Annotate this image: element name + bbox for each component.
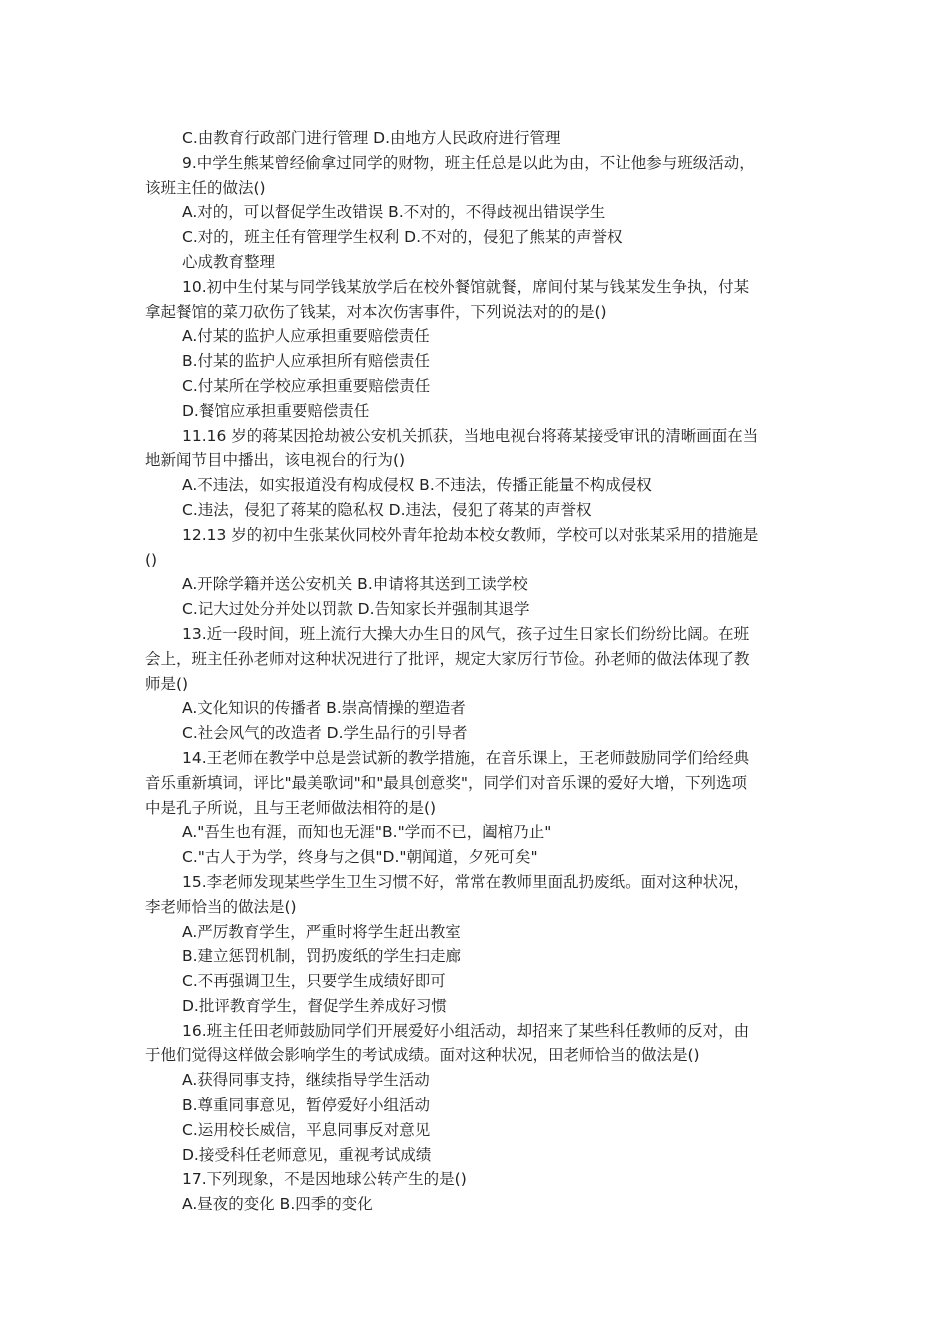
text-line: 14.王老师在教学中总是尝试新的教学措施，在音乐课上，王老师鼓励同学们给经典	[182, 748, 750, 767]
text-line: 15.李老师发现某些学生卫生习惯不好，常常在教师里面乱扔废纸。面对这种状况，	[182, 872, 750, 891]
text-line: A.不违法，如实报道没有构成侵权 B.不违法，传播正能量不构成侵权	[182, 476, 652, 495]
text-line: 中是孔子所说，且与王老师做法相符的是()	[145, 798, 437, 817]
text-line: 9.中学生熊某曾经偷拿过同学的财物，班主任总是以此为由，不让他参与班级活动，	[182, 153, 755, 172]
text-line: B.付某的监护人应承担所有赔偿责任	[182, 352, 431, 371]
text-line: A.严厉教育学生，严重时将学生赶出教室	[182, 922, 461, 941]
text-line: 心成教育整理	[182, 252, 276, 271]
text-line: 李老师恰当的做法是()	[145, 897, 297, 916]
text-line: A.付某的监护人应承担重要赔偿责任	[182, 327, 430, 346]
text-line: 地新闻节目中播出，该电视台的行为()	[145, 451, 406, 470]
text-line: ()	[145, 550, 158, 569]
text-line: C.不再强调卫生，只要学生成绩好即可	[182, 972, 446, 991]
text-line: B.建立惩罚机制，罚扔废纸的学生扫走廊	[182, 947, 462, 966]
text-line: C.由教育行政部门进行管理 D.由地方人民政府进行管理	[182, 129, 561, 147]
text-line: C.记大过处分并处以罚款 D.告知家长并强制其退学	[182, 600, 530, 619]
text-line: C.违法，侵犯了蒋某的隐私权 D.违法，侵犯了蒋某的声誉权	[182, 500, 592, 519]
text-line: B.尊重同事意见，暂停爱好小组活动	[182, 1096, 431, 1115]
text-line: C.对的，班主任有管理学生权利 D.不对的，侵犯了熊某的声誉权	[182, 228, 623, 247]
text-line: 17.下列现象，不是因地球公转产生的是()	[182, 1170, 467, 1189]
text-line: 11.16 岁的蒋某因抢劫被公安机关抓获，当地电视台将蒋某接受审讯的清晰画面在当	[182, 426, 759, 445]
text-line: A.获得同事支持，继续指导学生活动	[182, 1071, 430, 1090]
text-line: D.餐馆应承担重要赔偿责任	[182, 401, 370, 420]
text-line: 16.班主任田老师鼓励同学们开展爱好小组活动，却招来了某些科任教师的反对，由	[182, 1021, 750, 1040]
text-line: C.付某所在学校应承担重要赔偿责任	[182, 376, 431, 395]
text-line: D.批评教育学生，督促学生养成好习惯	[182, 996, 447, 1015]
text-line: 会上，班主任孙老师对这种状况进行了批评，规定大家厉行节俭。孙老师的做法体现了教	[145, 649, 750, 668]
text-line: 拿起餐馆的菜刀砍伤了钱某，对本次伤害事件，下列说法对的的是()	[145, 302, 607, 321]
text-line: 12.13 岁的初中生张某伙同校外青年抢劫本校女教师，学校可以对张某采用的措施是	[182, 525, 759, 544]
text-line: A.对的，可以督促学生改错误 B.不对的，不得歧视出错误学生	[182, 203, 606, 222]
text-line: A.文化知识的传播者 B.崇高情操的塑造者	[182, 699, 466, 718]
text-line: 师是()	[145, 674, 189, 693]
text-line: 13.近一段时间，班上流行大操大办生日的风气，孩子过生日家长们纷纷比阔。在班	[182, 624, 750, 643]
text-line: 该班主任的做法()	[145, 178, 266, 197]
text-line: C.社会风气的改造者 D.学生品行的引导者	[182, 724, 468, 743]
text-line: 于他们觉得这样做会影响学生的考试成绩。面对这种状况，田老师恰当的做法是()	[145, 1046, 700, 1065]
text-line: C.运用校长威信，平息同事反对意见	[182, 1120, 431, 1139]
text-line: A.昼夜的变化 B.四季的变化	[182, 1195, 373, 1214]
text-line: A."吾生也有涯，而知也无涯"B."学而不已，阖棺乃止"	[182, 823, 552, 842]
text-line: 10.初中生付某与同学钱某放学后在校外餐馆就餐，席间付某与钱某发生争执，付某	[182, 277, 750, 296]
text-line: D.接受科任老师意见，重视考试成绩	[182, 1145, 432, 1164]
text-line: A.开除学籍并送公安机关 B.申请将其送到工读学校	[182, 575, 528, 594]
text-line: 音乐重新填词，评比"最美歌词"和"最具创意奖"，同学们对音乐课的爱好大增，下列选项	[145, 773, 748, 792]
document-body	[145, 126, 805, 1217]
text-line: C."古人于为学，终身与之俱"D."朝闻道，夕死可矣"	[182, 848, 538, 867]
